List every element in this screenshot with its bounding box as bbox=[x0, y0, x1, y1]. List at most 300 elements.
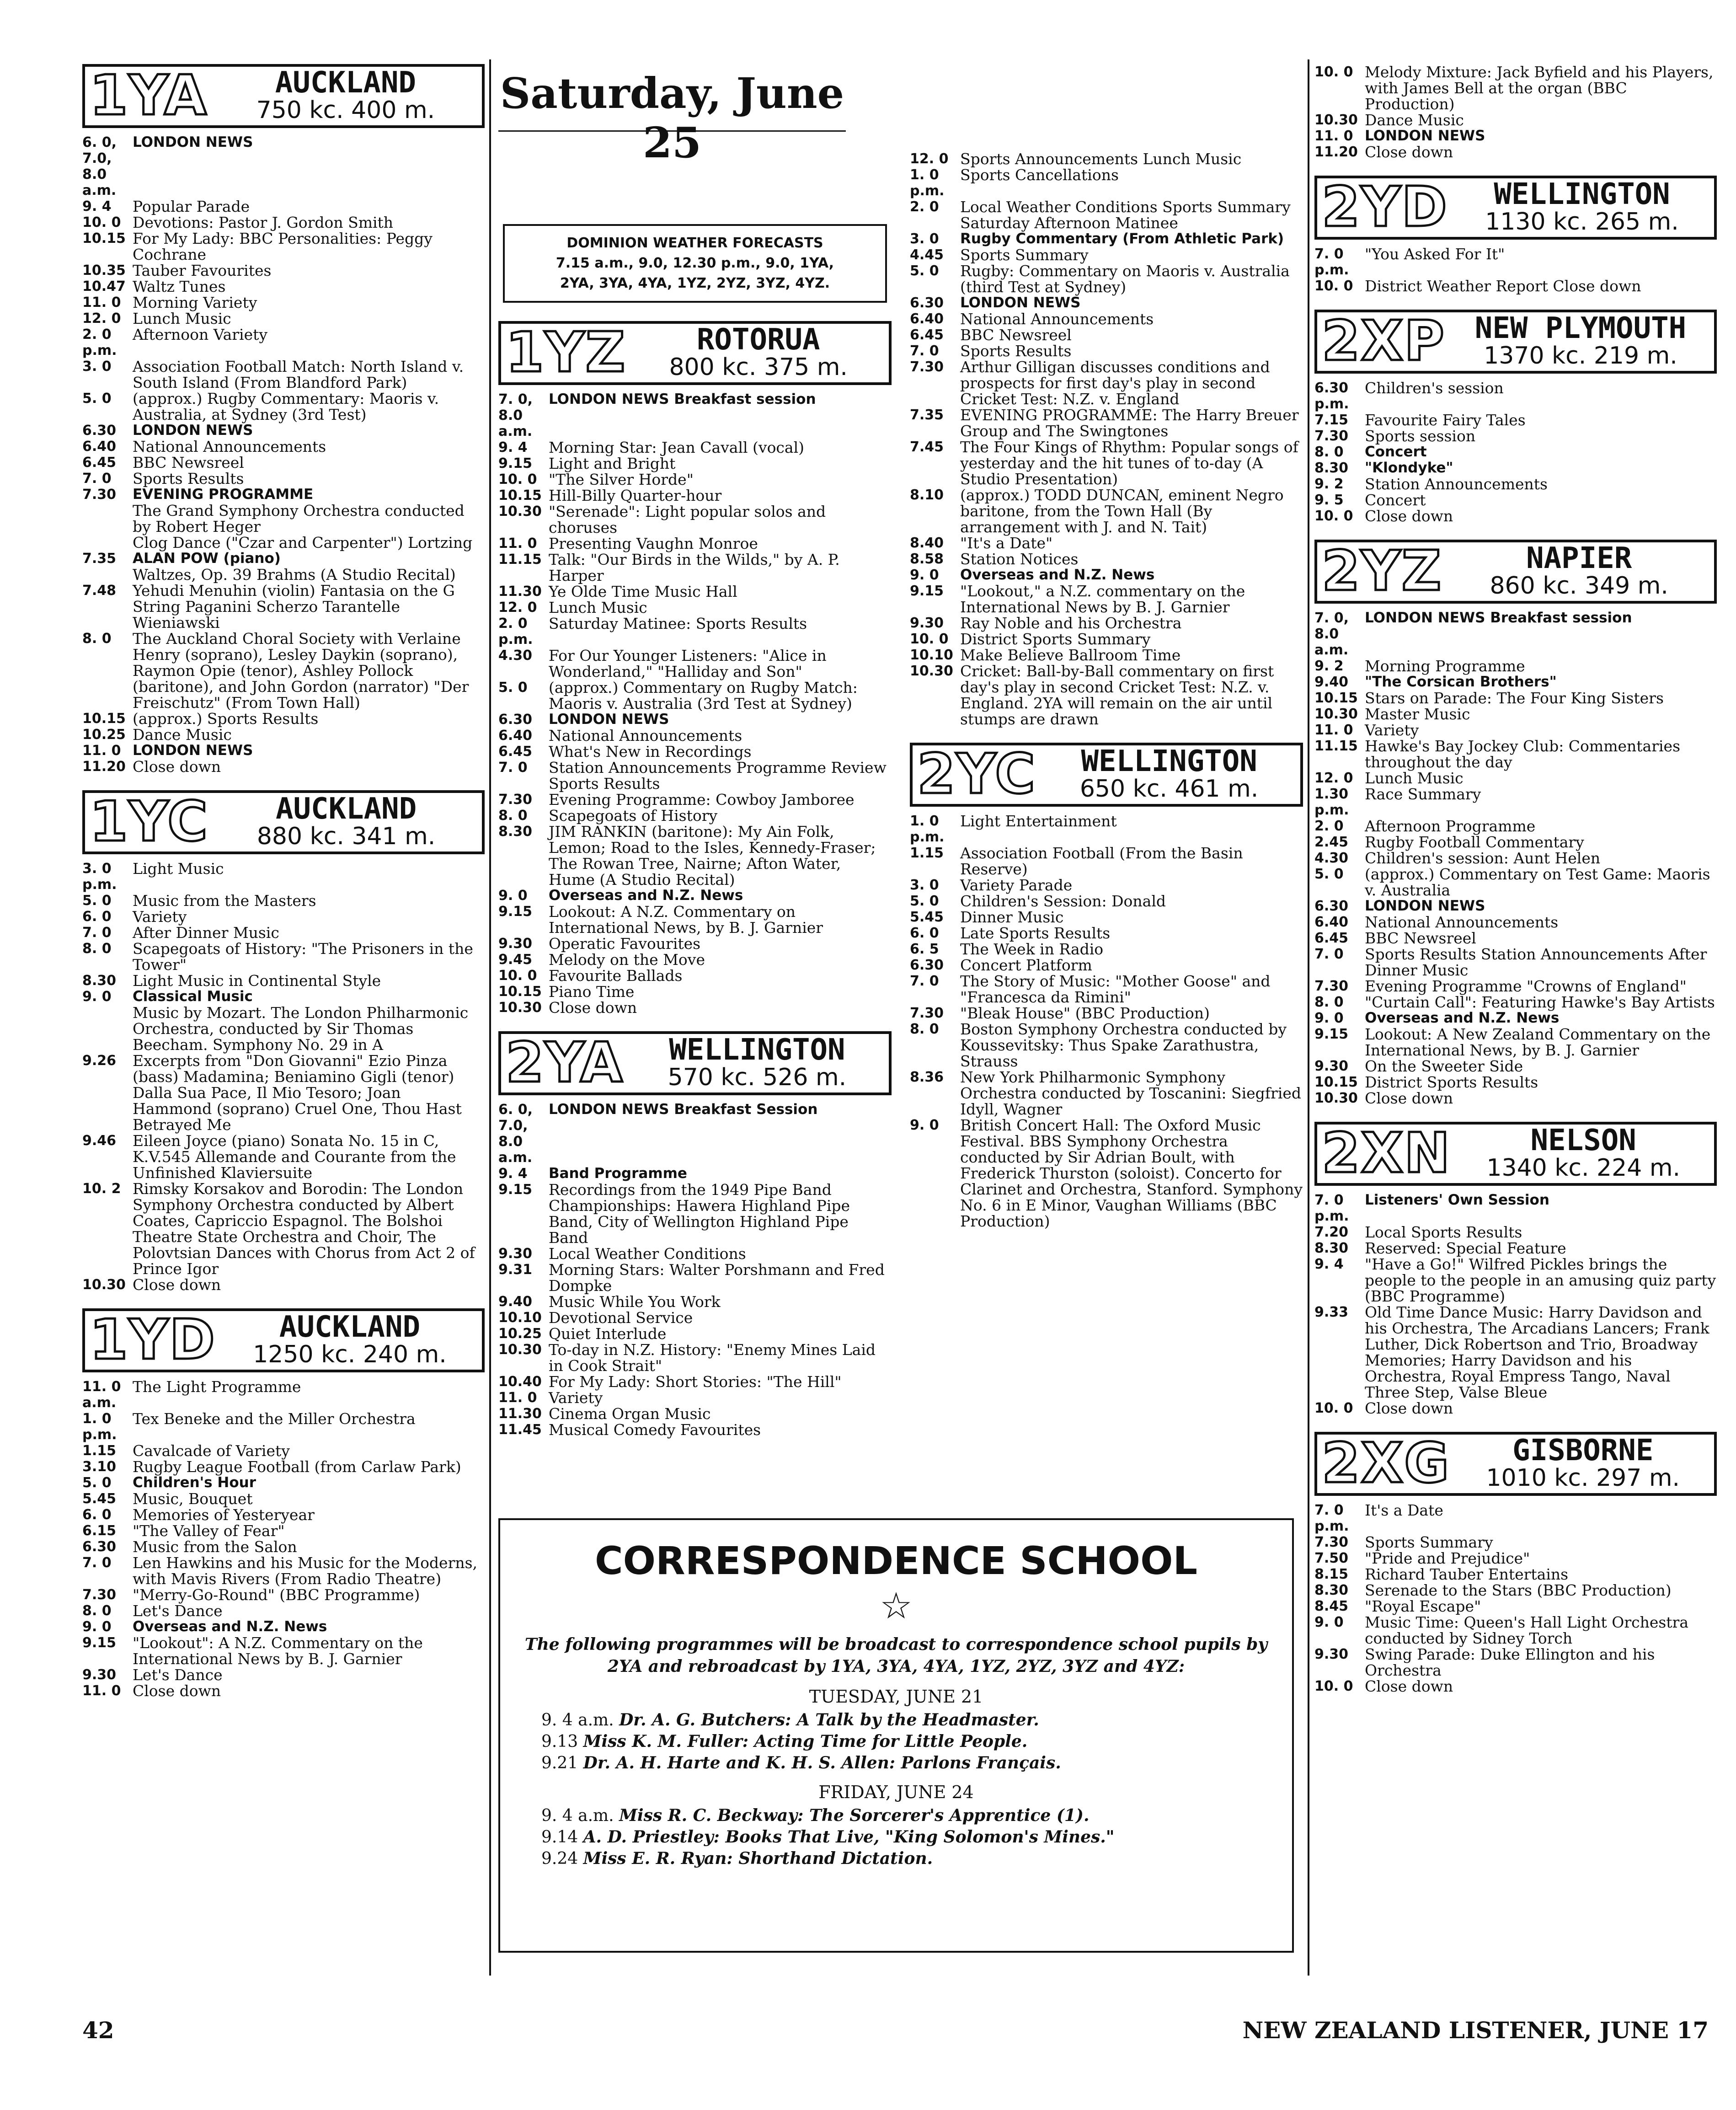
schedule-programme: Station Announcements bbox=[1365, 475, 1548, 493]
schedule-time: 5. 0 bbox=[498, 680, 528, 696]
schedule-row bbox=[910, 487, 1303, 535]
schedule-programme: Light Entertainment bbox=[960, 812, 1117, 830]
schedule-time: 2. 0 bbox=[910, 199, 939, 215]
schedule-programme: Swing Parade: Duke Ellington and his Orchestra bbox=[1365, 1645, 1655, 1679]
column-rule bbox=[1308, 59, 1309, 1976]
middle-right-column bbox=[910, 151, 1303, 1245]
schedule-programme: New York Philharmonic Symphony Orchestra conducted by Toscanini: Siegfried Idyll, Wagner bbox=[960, 1068, 1301, 1118]
station-2xp bbox=[1314, 310, 1717, 524]
schedule-time: 10. 0 bbox=[498, 471, 537, 487]
schedule-time: 6.30 p.m. bbox=[1314, 380, 1349, 412]
page-number: 42 bbox=[82, 2017, 114, 2044]
schedule-row bbox=[82, 487, 485, 503]
schedule-programme: "You Asked For It" bbox=[1365, 245, 1505, 263]
schedule-time: 5. 0 bbox=[82, 1475, 112, 1491]
schedule-time: 7. 0 bbox=[498, 760, 528, 776]
schedule-programme: Lunch Music bbox=[549, 599, 647, 616]
schedule-row bbox=[1314, 144, 1717, 160]
schedule-time: 10. 0 bbox=[1314, 508, 1353, 524]
schedule-time: 9. 0 bbox=[1314, 1010, 1344, 1026]
correspondence-item bbox=[500, 1848, 1292, 1869]
schedule-time: 3. 0 bbox=[910, 231, 939, 247]
schedule-row bbox=[1314, 1400, 1717, 1416]
schedule-programme: Lunch Music bbox=[133, 310, 231, 327]
schedule-time: 10.30 bbox=[82, 1277, 126, 1293]
schedule-time: 11.15 bbox=[1314, 738, 1358, 754]
schedule-programme: Concert bbox=[1365, 444, 1427, 460]
schedule-programme: Variety bbox=[549, 1389, 603, 1407]
schedule-time: 8.36 bbox=[910, 1069, 944, 1085]
schedule-programme: EVENING PROGRAMME bbox=[133, 486, 314, 503]
schedule-programme: Local Weather Conditions Sports Summary Saturday Afternoon Matinee bbox=[960, 198, 1291, 232]
schedule-row bbox=[1314, 1502, 1717, 1534]
station-2xg bbox=[1314, 1432, 1717, 1694]
schedule-row bbox=[1314, 380, 1717, 412]
schedule-programme: Cavalcade of Variety bbox=[133, 1442, 290, 1460]
schedule-programme: Yehudi Menuhin (violin) Fantasia on the G String Paganini Scherzo Tarantelle Wieniawski bbox=[133, 582, 455, 632]
schedule-row bbox=[498, 391, 892, 439]
schedule-row bbox=[82, 311, 485, 327]
schedule-programme: Overseas and N.Z. News bbox=[549, 887, 743, 904]
schedule-row bbox=[82, 861, 485, 893]
schedule-programme: Music from the Masters bbox=[133, 892, 316, 910]
schedule-time: 10.15 bbox=[1314, 690, 1358, 706]
station-callsign: 2YD bbox=[1322, 176, 1448, 239]
schedule-time: 8.30 bbox=[498, 824, 533, 840]
station-2yd bbox=[1314, 176, 1717, 294]
schedule-row bbox=[498, 792, 892, 808]
schedule-programme: Afternoon Programme bbox=[1365, 817, 1536, 835]
schedule-programme: Children's session: Aunt Helen bbox=[1365, 849, 1601, 867]
schedule-time: 10. 0 bbox=[1314, 278, 1353, 294]
schedule-row bbox=[910, 343, 1303, 359]
schedule-row bbox=[82, 471, 485, 487]
schedule-time: 6.40 bbox=[498, 728, 533, 744]
schedule-programme: Sports session bbox=[1365, 427, 1476, 445]
schedule-time bbox=[82, 1005, 133, 1053]
schedule-programme: Close down bbox=[133, 1276, 221, 1294]
schedule-programme: Tauber Favourites bbox=[133, 262, 272, 279]
schedule-time: 8.30 bbox=[82, 973, 117, 989]
schedule-row bbox=[82, 1619, 485, 1635]
station-header bbox=[498, 321, 892, 385]
schedule-row bbox=[1314, 610, 1717, 658]
schedule-row bbox=[82, 535, 485, 551]
schedule-programme: LONDON NEWS bbox=[960, 295, 1081, 311]
correspondence-talk: Miss R. C. Beckway: The Sorcerer's Apprentice (1). bbox=[619, 1806, 1090, 1825]
schedule-programme: Melody on the Move bbox=[549, 951, 705, 969]
schedule-programme: Sports Results Station Announcements After Dinner Music bbox=[1365, 945, 1707, 979]
station-info bbox=[1457, 1436, 1709, 1491]
schedule-time: 10. 0 bbox=[1314, 1400, 1353, 1416]
schedule-row bbox=[1314, 1224, 1717, 1240]
schedule-time: 11. 0 bbox=[1314, 128, 1353, 144]
schedule-time: 11.30 bbox=[498, 584, 542, 600]
schedule-row bbox=[1314, 738, 1717, 770]
schedule-row bbox=[1314, 658, 1717, 674]
schedule-programme: Dance Music bbox=[1365, 111, 1464, 129]
schedule-row bbox=[1314, 834, 1717, 850]
schedule-programme: LONDON NEWS bbox=[549, 711, 669, 728]
station-header bbox=[1314, 1432, 1717, 1496]
schedule-row bbox=[1314, 508, 1717, 524]
schedule-programme: (approx.) Rugby Commentary: Maoris v. Australia, at Sydney (3rd Test) bbox=[133, 390, 439, 423]
station-header bbox=[82, 64, 485, 128]
schedule-programme: The Auckland Choral Society with Verlaine Henry (soprano), Lesley Daykin (soprano), Raymon Opie (tenor), Ashley Pollock (baritone), and John Gordon (narrator) "Der Freischutz" (From Town Hall) bbox=[133, 630, 469, 712]
schedule-programme: "It's a Date" bbox=[960, 534, 1053, 552]
schedule-time: 1.15 bbox=[82, 1443, 117, 1459]
schedule-time: 10. 0 bbox=[82, 214, 121, 230]
schedule-programme: Hill-Billy Quarter-hour bbox=[549, 487, 722, 504]
station-frequency: 570 kc. 526 m. bbox=[668, 1064, 847, 1092]
schedule-time: 6.30 bbox=[910, 957, 944, 973]
station-frequency: 880 kc. 341 m. bbox=[256, 823, 436, 851]
schedule-row bbox=[82, 455, 485, 471]
schedule-programme: Scapegoats of History bbox=[549, 807, 718, 825]
schedule-time: 9.46 bbox=[82, 1133, 117, 1149]
schedule-row bbox=[82, 759, 485, 775]
schedule-row bbox=[1314, 444, 1717, 460]
correspondence-time: 9.14 bbox=[541, 1828, 578, 1847]
schedule-row bbox=[1314, 946, 1717, 978]
station-2yc-continued bbox=[1314, 64, 1717, 160]
schedule-row bbox=[498, 1182, 892, 1246]
schedule-time: 9.30 bbox=[1314, 1646, 1349, 1662]
schedule-programme: Morning Programme bbox=[1365, 657, 1525, 675]
schedule-time: 7.45 bbox=[910, 439, 944, 455]
schedule-row bbox=[498, 1310, 892, 1326]
schedule-programme: Morning Star: Jean Cavall (vocal) bbox=[549, 439, 805, 456]
schedule-time: 5. 0 bbox=[910, 263, 939, 279]
schedule-programme: Dinner Music bbox=[960, 908, 1064, 926]
schedule-programme: Concert Platform bbox=[960, 956, 1092, 974]
schedule-row bbox=[82, 230, 485, 262]
schedule-time: 2.45 bbox=[1314, 834, 1349, 850]
schedule-programme: Dance Music bbox=[133, 726, 232, 744]
schedule-time: 7.30 bbox=[1314, 1534, 1349, 1550]
correspondence-title: CORRESPONDENCE SCHOOL bbox=[594, 1538, 1198, 1583]
schedule-programme: LONDON NEWS Breakfast session bbox=[1365, 610, 1632, 626]
schedule-programme: Operatic Favourites bbox=[549, 935, 701, 953]
schedule-programme: After Dinner Music bbox=[133, 924, 279, 942]
station-frequency: 1370 kc. 219 m. bbox=[1484, 342, 1677, 370]
schedule-row bbox=[1314, 930, 1717, 946]
correspondence-item bbox=[500, 1752, 1292, 1774]
schedule-time bbox=[82, 503, 133, 535]
correspondence-day: TUESDAY, JUNE 21 bbox=[809, 1687, 983, 1707]
schedule-row bbox=[910, 567, 1303, 583]
schedule-row bbox=[910, 615, 1303, 631]
schedule-time: 5.45 bbox=[82, 1491, 117, 1507]
schedule-row bbox=[82, 1459, 485, 1475]
schedule-programme: Memories of Yesteryear bbox=[133, 1506, 315, 1524]
schedule-programme: Boston Symphony Orchestra conducted by Koussevitsky: Thus Spake Zarathustra, Strauss bbox=[960, 1020, 1287, 1070]
schedule-time: 10.30 bbox=[1314, 706, 1358, 722]
schedule-row bbox=[910, 845, 1303, 877]
schedule-programme: Close down bbox=[1365, 1089, 1453, 1107]
schedule-time: 9. 0 bbox=[910, 1117, 939, 1133]
correspondence-time: 9.21 bbox=[541, 1754, 578, 1773]
schedule-programme: Quiet Interlude bbox=[549, 1325, 667, 1343]
schedule-row bbox=[82, 973, 485, 989]
schedule-programme: Presenting Vaughn Monroe bbox=[549, 535, 758, 552]
schedule-time: 8. 0 bbox=[82, 631, 112, 647]
schedule-time: 7. 0 p.m. bbox=[1314, 1192, 1349, 1224]
schedule-time: 1. 0 p.m. bbox=[82, 1411, 117, 1443]
schedule-time: 8.10 bbox=[910, 487, 944, 503]
schedule-row bbox=[910, 941, 1303, 957]
schedule-time: 8. 0 bbox=[1314, 994, 1344, 1010]
schedule-programme: Master Music bbox=[1365, 705, 1470, 723]
schedule-time: 12. 0 bbox=[910, 151, 949, 167]
schedule-row bbox=[1314, 1646, 1717, 1678]
schedule-row bbox=[910, 893, 1303, 909]
station-header bbox=[82, 790, 485, 854]
schedule-programme: Evening Programme: Cowboy Jamboree bbox=[549, 791, 855, 809]
schedule-row bbox=[1314, 1090, 1717, 1106]
column-left bbox=[82, 64, 485, 1714]
schedule-programme: "Serenade": Light popular solos and choruses bbox=[549, 503, 826, 536]
station-frequency: 750 kc. 400 m. bbox=[256, 96, 435, 124]
station-2xn bbox=[1314, 1122, 1717, 1416]
schedule-time: 11. 0 a.m. bbox=[82, 1379, 121, 1411]
schedule-programme: EVENING PROGRAMME: The Harry Breuer Group and The Swingtones bbox=[960, 406, 1299, 440]
schedule-time: 10.15 bbox=[498, 984, 542, 1000]
schedule-programme: National Announcements bbox=[549, 727, 742, 744]
schedule-programme: Sports Announcements Lunch Music bbox=[960, 150, 1242, 168]
schedule-time: 6.45 bbox=[498, 744, 533, 760]
schedule-programme: Close down bbox=[1365, 143, 1453, 161]
schedule-programme: Light Music in Continental Style bbox=[133, 972, 381, 990]
schedule-programme: Waltzes, Op. 39 Brahms (A Studio Recital) bbox=[133, 566, 456, 584]
schedule-row bbox=[82, 1523, 485, 1539]
schedule-row bbox=[1314, 1058, 1717, 1074]
schedule-row bbox=[82, 711, 485, 727]
schedule-row bbox=[82, 439, 485, 455]
schedule-time: 11. 0 bbox=[498, 536, 537, 552]
station-city: WELLINGTON bbox=[669, 1033, 845, 1067]
schedule-time: 10.10 bbox=[910, 647, 953, 663]
correspondence-time: 9.24 bbox=[541, 1849, 578, 1868]
schedule-row bbox=[498, 808, 892, 824]
schedule-time: 6. 0 bbox=[82, 909, 112, 925]
correspondence-item bbox=[500, 1805, 1292, 1826]
schedule-programme: LONDON NEWS bbox=[133, 134, 253, 150]
schedule-programme: Scapegoats of History: "The Prisoners in the Tower" bbox=[133, 940, 473, 974]
schedule-row bbox=[498, 600, 892, 616]
station-info bbox=[1454, 177, 1709, 236]
schedule-time: 9. 0 bbox=[1314, 1614, 1344, 1630]
schedule-time: 12. 0 bbox=[1314, 770, 1353, 786]
schedule-time: 9. 2 bbox=[1314, 658, 1344, 674]
schedule-row bbox=[498, 584, 892, 600]
schedule-programme: Popular Parade bbox=[133, 198, 250, 215]
station-city: AUCKLAND bbox=[275, 792, 417, 826]
schedule-time: 8.45 bbox=[1314, 1598, 1349, 1614]
schedule-time: 4.45 bbox=[910, 247, 944, 263]
schedule-programme: Arthur Gilligan discusses conditions and prospects for first day's play in second Cricket Test: N.Z. v. England bbox=[960, 358, 1270, 408]
station-2yz bbox=[1314, 540, 1717, 1106]
schedule-programme: Sports Results bbox=[960, 342, 1072, 360]
schedule-programme: Close down bbox=[1365, 1399, 1453, 1417]
schedule-time: 9.26 bbox=[82, 1053, 117, 1069]
schedule-programme: Sports Cancellations bbox=[960, 166, 1119, 184]
schedule-row bbox=[498, 984, 892, 1000]
station-frequency: 860 kc. 349 m. bbox=[1490, 572, 1668, 600]
schedule-programme: Reserved: Special Feature bbox=[1365, 1239, 1566, 1257]
schedule-programme: "Merry-Go-Round" (BBC Programme) bbox=[133, 1586, 420, 1604]
schedule-row bbox=[498, 487, 892, 503]
station-callsign: 1YC bbox=[90, 790, 209, 854]
schedule-time: 6.45 bbox=[910, 327, 944, 343]
schedule-programme: Saturday Matinee: Sports Results bbox=[549, 615, 807, 632]
schedule-time: 7.20 bbox=[1314, 1224, 1349, 1240]
schedule-time: 7.30 bbox=[82, 1587, 117, 1603]
schedule-time: 6. 0 bbox=[82, 1507, 112, 1523]
schedule-programme: "Bleak House" (BBC Production) bbox=[960, 1004, 1210, 1022]
schedule-row bbox=[910, 957, 1303, 973]
schedule-time: 10.15 bbox=[82, 230, 126, 246]
schedule-programme: Light Music bbox=[133, 860, 224, 878]
schedule-row bbox=[82, 925, 485, 941]
station-2ya bbox=[498, 1031, 892, 1438]
schedule-programme: District Weather Report Close down bbox=[1365, 277, 1641, 295]
schedule-programme: Cinema Organ Music bbox=[549, 1405, 711, 1423]
schedule-row bbox=[498, 968, 892, 984]
schedule-programme: Ye Olde Time Music Hall bbox=[549, 583, 737, 600]
weather-heading: DOMINION WEATHER FORECASTS bbox=[566, 235, 823, 251]
station-frequency: 1340 kc. 224 m. bbox=[1486, 1154, 1681, 1182]
schedule-row bbox=[910, 1069, 1303, 1117]
column-middle bbox=[498, 64, 1303, 1518]
schedule-time: 6.15 bbox=[82, 1523, 117, 1539]
schedule-time: 9. 4 bbox=[1314, 1256, 1344, 1272]
schedule-programme: LONDON NEWS Breakfast Session bbox=[549, 1101, 818, 1118]
schedule-time: 8. 0 bbox=[1314, 444, 1344, 460]
column-right bbox=[1314, 64, 1717, 1710]
schedule-time: 5. 0 bbox=[82, 893, 112, 909]
schedule-row bbox=[1314, 818, 1717, 834]
schedule-row bbox=[82, 1411, 485, 1443]
schedule-programme: Len Hawkins and his Music for the Moderns, with Mavis Rivers (From Radio Theatre) bbox=[133, 1554, 478, 1588]
schedule-row bbox=[910, 439, 1303, 487]
schedule-row bbox=[498, 1342, 892, 1374]
schedule-row bbox=[498, 536, 892, 552]
schedule-programme: Overseas and N.Z. News bbox=[960, 567, 1155, 583]
schedule-time: 1. 0 p.m. bbox=[910, 813, 945, 845]
schedule-time: 7.30 bbox=[498, 792, 533, 808]
schedule-row bbox=[1314, 1074, 1717, 1090]
schedule-time: 6.30 bbox=[1314, 898, 1349, 914]
schedule-row bbox=[498, 455, 892, 471]
schedule-row bbox=[1314, 278, 1717, 294]
schedule-programme: Music from the Salon bbox=[133, 1538, 297, 1556]
schedule-programme: (approx.) Commentary on Test Game: Maoris v. Australia bbox=[1365, 865, 1710, 899]
middle-left-column bbox=[498, 206, 892, 1453]
schedule-programme: Recordings from the 1949 Pipe Band Championships: Hawera Highland Pipe Band, City of Wellington Highland Pipe Band bbox=[549, 1181, 850, 1247]
schedule-time: 8.30 bbox=[1314, 1240, 1349, 1256]
schedule-time: 7.30 bbox=[82, 487, 117, 503]
schedule-time: 8.40 bbox=[910, 535, 944, 551]
schedule-row bbox=[1314, 898, 1717, 914]
schedule-programme: Richard Tauber Entertains bbox=[1365, 1565, 1569, 1583]
schedule-row bbox=[498, 1166, 892, 1182]
schedule-time: 9.40 bbox=[498, 1294, 533, 1310]
schedule-programme: Listeners' Own Session bbox=[1365, 1192, 1549, 1208]
station-city: WELLINGTON bbox=[1494, 177, 1670, 212]
schedule-row bbox=[498, 1262, 892, 1294]
schedule-row bbox=[82, 391, 485, 423]
schedule-programme: ALAN POW (piano) bbox=[133, 550, 281, 567]
schedule-programme: Race Summary bbox=[1365, 785, 1481, 803]
schedule-time: 5. 0 bbox=[910, 893, 939, 909]
schedule-programme: Sports Summary bbox=[1365, 1533, 1493, 1551]
schedule-row bbox=[82, 1667, 485, 1683]
schedule-programme: Concert bbox=[1365, 491, 1426, 509]
schedule-row bbox=[910, 925, 1303, 941]
schedule-programme: Favourite Fairy Tales bbox=[1365, 411, 1526, 429]
schedule-time: 11.20 bbox=[82, 759, 126, 775]
schedule-time: 12. 0 bbox=[82, 311, 121, 327]
station-callsign: 2XN bbox=[1322, 1122, 1451, 1185]
schedule-row bbox=[498, 471, 892, 487]
schedule-programme: On the Sweeter Side bbox=[1365, 1057, 1523, 1075]
correspondence-talk: Miss E. R. Ryan: Shorthand Dictation. bbox=[583, 1849, 933, 1868]
schedule-programme: Sports Results bbox=[133, 470, 244, 487]
schedule-programme: Local Sports Results bbox=[1365, 1223, 1522, 1241]
schedule-row bbox=[910, 663, 1303, 727]
schedule-programme: Variety bbox=[1365, 721, 1419, 739]
schedule-time: 6. 0, 7.0, 8.0 a.m. bbox=[82, 134, 117, 198]
schedule-time: 9. 4 bbox=[82, 198, 112, 214]
schedule-time: 8. 0 bbox=[82, 1603, 112, 1619]
schedule-time: 8.30 bbox=[1314, 1582, 1349, 1598]
schedule-row bbox=[910, 535, 1303, 551]
schedule-programme: Late Sports Results bbox=[960, 924, 1111, 942]
station-callsign: 2XP bbox=[1322, 310, 1445, 373]
schedule-time: 6.30 bbox=[82, 1539, 117, 1555]
schedule-programme: For My Lady: Short Stories: "The Hill" bbox=[549, 1373, 842, 1391]
schedule-programme: British Concert Hall: The Oxford Music Festival. BBS Symphony Orchestra conducted by Sir Adrian Boult, with Frederick Thurston (soloist). Concerto for Clarinet and Orchestra, Stanford. Symphony No. 6 in E Minor, Vaughan Williams (BBC Production) bbox=[960, 1116, 1303, 1230]
schedule-row bbox=[82, 134, 485, 198]
schedule-row bbox=[910, 1021, 1303, 1069]
schedule-time: 7. 0 p.m. bbox=[1314, 1502, 1349, 1534]
schedule-time: 10. 0 bbox=[1314, 64, 1353, 80]
schedule-row bbox=[1314, 428, 1717, 444]
schedule-programme: Musical Comedy Favourites bbox=[549, 1421, 761, 1439]
station-1yd bbox=[82, 1308, 485, 1699]
schedule-programme: "Curtain Call": Featuring Hawke's Bay Artists bbox=[1365, 993, 1715, 1011]
schedule-row bbox=[1314, 1534, 1717, 1550]
station-1ya bbox=[82, 64, 485, 775]
schedule-time: 9.30 bbox=[498, 1246, 533, 1262]
correspondence-talk: Dr. A. G. Butchers: A Talk by the Headmaster. bbox=[619, 1710, 1039, 1730]
schedule-time: 11.20 bbox=[1314, 144, 1358, 160]
schedule-time: 10.10 bbox=[498, 1310, 542, 1326]
schedule-row bbox=[910, 813, 1303, 845]
schedule-programme: LONDON NEWS bbox=[133, 422, 253, 439]
schedule-time: 7. 0 bbox=[82, 471, 112, 487]
schedule-row bbox=[82, 1635, 485, 1667]
schedule-programme: Station Announcements Programme Review Sports Results bbox=[549, 759, 887, 793]
schedule-programme: National Announcements bbox=[133, 438, 326, 455]
schedule-row bbox=[910, 407, 1303, 439]
schedule-time: 9. 0 bbox=[498, 888, 528, 904]
schedule-row bbox=[82, 1587, 485, 1603]
schedule-time: 9.15 bbox=[82, 1635, 117, 1651]
schedule-row bbox=[1314, 674, 1717, 690]
schedule-programme: Music Time: Queen's Hall Light Orchestra conducted by Sidney Torch bbox=[1365, 1613, 1689, 1647]
